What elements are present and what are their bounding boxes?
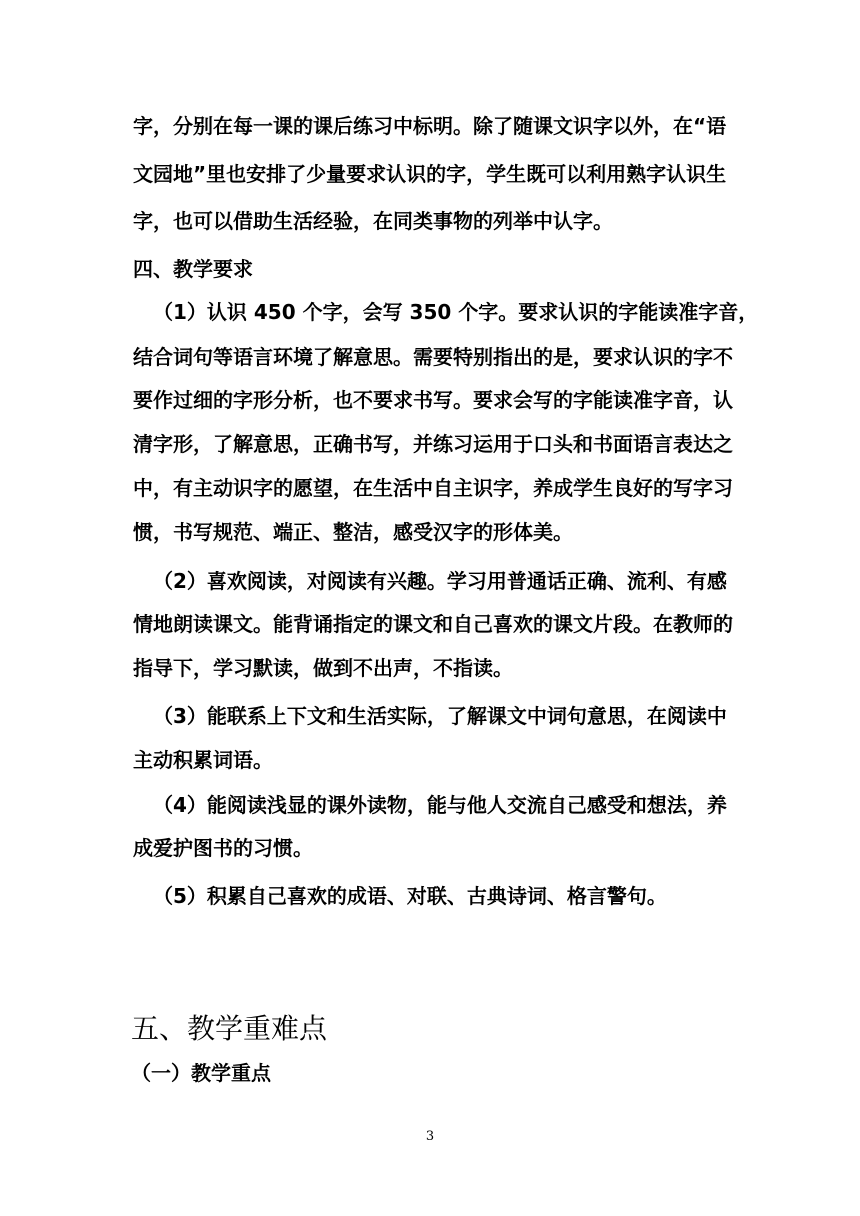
paragraph-line: 文园地”里也安排了少量要求认识的字，学生既可以利用熟字认识生	[133, 162, 727, 186]
section-heading-large: 五、教学重难点	[131, 1012, 328, 1045]
requirement-item-line: 中，有主动识字的愿望，在生活中自主识字，养成学生良好的写字习	[133, 476, 733, 500]
page-number: 3	[425, 1129, 435, 1144]
section-heading: 四、教学要求	[133, 257, 253, 281]
requirement-item-line: （4）能阅读浅显的课外读物，能与他人交流自己感受和想法，养	[153, 793, 727, 817]
requirement-item-line: 成爱护图书的习惯。	[133, 836, 313, 860]
requirement-item-line: （1）认识 450 个字，会写 350 个字。要求认识的字能读准字音，	[153, 300, 759, 324]
subsection-heading: （一）教学重点	[131, 1061, 271, 1085]
paragraph-line: 字，也可以借助生活经验，在同类事物的列举中认字。	[133, 209, 613, 233]
paragraph-line: 字，分别在每一课的课后练习中标明。除了随课文识字以外，在“语	[133, 114, 727, 138]
requirement-item-line: 结合词句等语言环境了解意思。需要特别指出的是，要求认识的字不	[133, 345, 733, 369]
requirement-item-line: 惯，书写规范、端正、整洁，感受汉字的形体美。	[133, 520, 573, 544]
requirement-item-line: （2）喜欢阅读，对阅读有兴趣。学习用普通话正确、流利、有感	[153, 569, 727, 593]
requirement-item-line: 主动积累词语。	[133, 748, 273, 772]
requirement-item-line: 情地朗读课文。能背诵指定的课文和自己喜欢的课文片段。在教师的	[133, 612, 733, 636]
requirement-item-line: （5）积累自己喜欢的成语、对联、古典诗词、格言警句。	[153, 884, 667, 908]
requirement-item-line: 要作过细的字形分析，也不要求书写。要求会写的字能读准字音，认	[133, 388, 733, 412]
requirement-item-line: 清字形，了解意思，正确书写，并练习运用于口头和书面语言表达之	[133, 432, 733, 456]
requirement-item-line: （3）能联系上下文和生活实际，了解课文中词句意思，在阅读中	[153, 704, 727, 728]
requirement-item-line: 指导下，学习默读，做到不出声，不指读。	[133, 656, 513, 680]
